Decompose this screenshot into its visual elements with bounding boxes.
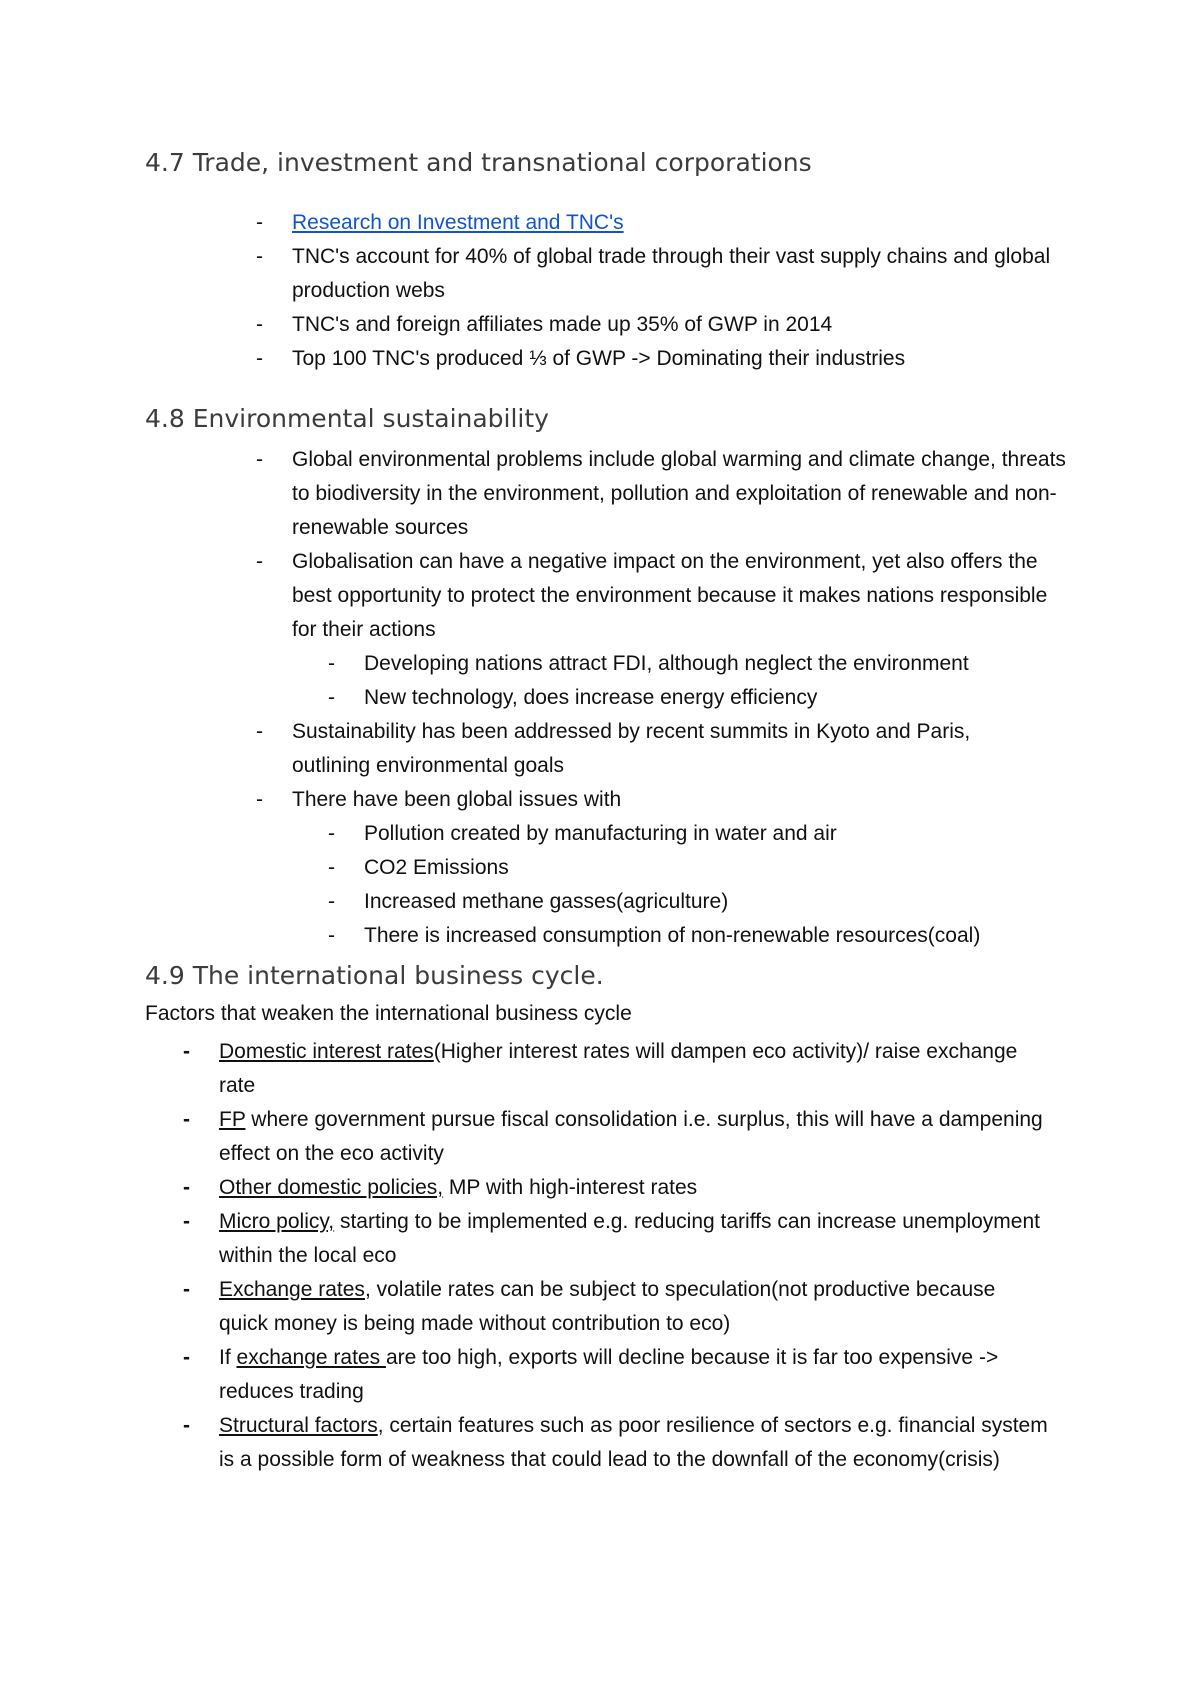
list-item: - There have been global issues with <box>256 788 622 811</box>
list-item: - Domestic interest rates(Higher interest rates will dampen eco activity)/ raise exchange rate <box>183 1040 1018 1097</box>
list-item: - Pollution created by manufacturing in water and air <box>328 822 837 845</box>
list-item: - Globalisation can have a negative impact on the environment, yet also offers the best opportunity to protect the environment because it makes nations responsible for their actions <box>256 550 1048 641</box>
list-item: - Other domestic policies, MP with high-interest rates <box>183 1176 698 1199</box>
research-link[interactable]: Research on Investment and TNC's <box>292 211 624 234</box>
section-4-9-intro: Factors that weaken the international business cycle <box>145 1002 632 1025</box>
section-4-8-heading: 4.8 Environmental sustainability <box>145 404 549 433</box>
list-item: - FP where government pursue fiscal consolidation i.e. surplus, this will have a dampening effect on the eco activity <box>183 1108 1043 1165</box>
list-item: - Structural factors, certain features such as poor resilience of sectors e.g. financial system is a possible form of weakness that could lead to the downfall of the economy(crisis) <box>183 1414 1048 1471</box>
list-item: - Research on Investment and TNC's <box>256 211 624 234</box>
list-item: - Global environmental problems include global warming and climate change, threats to biodiversity in the environment, pollution and exploitation of renewable and non-renewable sources <box>256 448 1066 539</box>
list-item: - If exchange rates are too high, exports will decline because it is far too expensive -> reduces trading <box>183 1346 999 1403</box>
list-item: - Top 100 TNC's produced ⅓ of GWP -> Dominating their industries <box>256 347 906 370</box>
list-item: - Sustainability has been addressed by recent summits in Kyoto and Paris, outlining environmental goals <box>256 720 971 777</box>
section-4-7-list <box>256 206 1052 376</box>
list-item: - Micro policy, starting to be implemented e.g. reducing tariffs can increase unemployment within the local eco <box>183 1210 1040 1267</box>
list-item: - TNC's account for 40% of global trade through their vast supply chains and global production webs <box>256 245 1051 302</box>
list-item: - There is increased consumption of non-renewable resources(coal) <box>328 924 981 947</box>
section-4-9-heading: 4.9 The international business cycle. <box>145 961 604 990</box>
section-4-7-heading: 4.7 Trade, investment and transnational corporations <box>145 148 812 177</box>
list-item: - CO2 Emissions <box>328 856 509 879</box>
section-4-9-list <box>183 1035 1049 1477</box>
list-item: - Increased methane gasses(agriculture) <box>328 890 729 913</box>
list-item: - New technology, does increase energy efficiency <box>328 686 818 709</box>
list-item: - Exchange rates, volatile rates can be subject to speculation(not productive because quick money is being made without contribution to eco) <box>183 1278 996 1335</box>
section-4-8-list <box>256 443 1072 953</box>
list-item: - TNC's and foreign affiliates made up 35% of GWP in 2014 <box>256 313 833 336</box>
list-item: - Developing nations attract FDI, although neglect the environment <box>328 652 969 675</box>
